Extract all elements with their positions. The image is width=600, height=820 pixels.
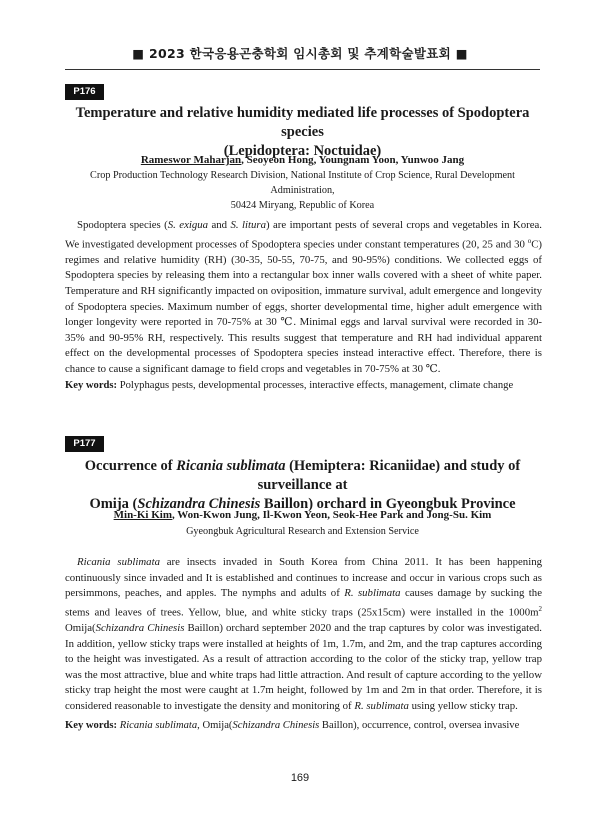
p177-title-line1: Occurrence of Ricania sublimata (Hemiptera: Ricaniidae) and study of surveillance at	[84, 458, 521, 493]
p177-presenting-author: Min-Ki Kim	[113, 509, 172, 521]
poster-badge-p176: P176	[65, 84, 104, 100]
p176-presenting-author: Rameswor Maharjan	[140, 154, 242, 166]
p177-keywords: Key words: Ricania sublimata, Omija(Schizandra Chinesis Baillon), occurrence, control, oversea invasive	[65, 720, 520, 731]
p176-title	[65, 104, 540, 161]
conference-header: ■ 2023 한국응용곤충학회 임시총회 및 추계학술발표회 ■	[132, 46, 468, 61]
p176-authors	[65, 154, 540, 166]
p176-affil-line2: 50424 Miryang, Republic of Korea	[230, 200, 375, 211]
p176-affiliation	[65, 168, 540, 213]
p177-abstract: Ricania sublimata are insects invaded in South Korea from China 2011. It has been happening continuously since invaded and It is established and continues to increase and occur in various crops such as persimmons, peaches, and apples. The nymphs and adults of R. sublimata causes damage by sucking the stems and leaves of trees. Yellow, blue, and white sticky traps (25x15cm) were installed in the $1000m^2$ Omija(Schizandra Chinesis Baillon) orchard september 2020 and the trap captures by color was investigated. In addition, yellow sticky traps were installed at heights of 1m, 1.7m, and 2m, and the trap captures according to the height was investigated. As a result of attraction according to the color of the sticky trap, yellow trap was the most attractive, blue and white traps had little attraction. And result of capture according to the yellow sticky trap height the most were caught at 1.7m height, followed by 1m and 2m in that order. Therefore, it is considered reasonable to investigate the density and monitoring of R. sublimata using yellow sticky trap.	[65, 556, 542, 712]
p177-authors	[65, 509, 540, 521]
p176-title-line2: (Lepidoptera: Noctuidae)	[223, 143, 382, 159]
p177-affiliation: Gyeongbuk Agricultural Research and Extension Service	[186, 526, 419, 537]
p177-coauthors: , Won-Kwon Jung, Il-Kwon Yeon, Seok-Hee Park and Jong-Su. Kim	[171, 509, 492, 521]
p177-title-line2: Omija (Schizandra Chinesis Baillon) orchard in Gyeongbuk Province	[89, 496, 516, 512]
p176-abstract: Spodoptera species (S. exigua and S. litura) are important pests of several crops and vegetables in Korea. We investigated development processes of Spodoptera species under constant temperatures (20, 25 and 30 $^o$C) regimes and relative humidity (RH) (30-35, 50-55, 70-75, and 90-95%) conditions. We collected eggs of Spodoptera species by releasing them into a rectangular box inner walls covered with a sheet of white paper. Temperature and RH significantly impacted on oviposition, immature survival, adult emergence and longevity of Spodoptera species. Maximum number of eggs, shorter developmental time, higher adult emergence with longer longevity were reported in 70-75% at 30 ℃. Minimal eggs and larval survival were recorded in 30-35% and 90-95% RH, respectively. This results suggest that temperature and RH had individual apparent effect on the developmental processes of Spodoptera species instead interactive effect. Therefore, there is chance to cause a significant damage to field crops and vegetables in 70-75% at 30 ℃.	[65, 219, 543, 375]
p176-affil-line1: Crop Production Technology Research Division, National Institute of Crop Science, Rural Development Administration,	[90, 170, 515, 196]
p176-keywords: Key words: Polyphagus pests, developmental processes, interactive effects, management, climate change	[65, 380, 514, 391]
page-number: 169	[290, 772, 310, 784]
p177-title	[65, 457, 540, 514]
p176-title-line1: Temperature and relative humidity mediated life processes of Spodoptera species	[75, 105, 530, 140]
p176-coauthors: , Seoyeon Hong, Youngnam Yoon, Yunwoo Jang	[241, 154, 465, 166]
poster-badge-p177: P177	[65, 436, 104, 452]
header-divider	[65, 69, 540, 70]
